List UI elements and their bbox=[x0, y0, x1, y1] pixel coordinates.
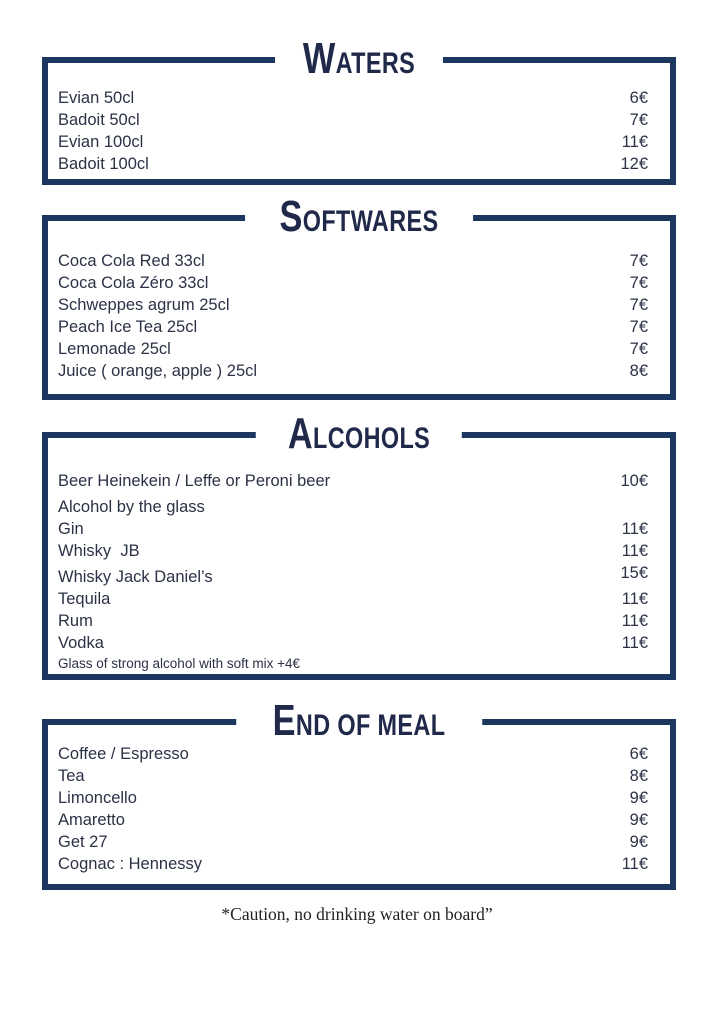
menu-item-row bbox=[58, 518, 648, 540]
menu-subheader-row bbox=[58, 496, 648, 518]
menu-item-row bbox=[58, 540, 648, 562]
item-name: Alcohol by the glass bbox=[58, 498, 205, 516]
item-price: 11€ bbox=[621, 634, 648, 652]
menu-section-alcohols bbox=[42, 409, 676, 680]
item-price: 11€ bbox=[621, 542, 648, 560]
item-price: 7€ bbox=[629, 274, 648, 292]
menu-item-row bbox=[58, 566, 648, 588]
title-initial-letter: E bbox=[272, 696, 296, 745]
menu-item-row bbox=[58, 87, 648, 109]
menu-item-row bbox=[58, 787, 648, 809]
menu-section-softwares bbox=[42, 192, 676, 400]
item-name: Evian 100cl bbox=[58, 133, 144, 151]
item-name: Badoit 50cl bbox=[58, 111, 140, 129]
item-name: Get 27 bbox=[58, 833, 108, 851]
item-name: Whisky Jack Daniel’s bbox=[58, 568, 213, 586]
menu-item-row bbox=[58, 272, 648, 294]
section-title-waters bbox=[275, 34, 443, 83]
item-price: 8€ bbox=[629, 362, 648, 380]
menu-item-row bbox=[58, 131, 648, 153]
footer-note: *Caution, no drinking water on board” bbox=[221, 904, 493, 924]
menu-item-row bbox=[58, 610, 648, 632]
menu-section-waters bbox=[42, 34, 676, 185]
item-name: Coffee / Espresso bbox=[58, 745, 189, 763]
menu-item-row bbox=[58, 765, 648, 787]
item-price: 12€ bbox=[620, 155, 648, 173]
menu-item-row bbox=[58, 470, 648, 492]
item-price: 7€ bbox=[629, 318, 648, 336]
title-initial-letter: W bbox=[302, 34, 336, 83]
item-name: Tea bbox=[58, 767, 85, 785]
item-price: 15€ bbox=[620, 564, 648, 582]
section-title-softwares bbox=[245, 192, 473, 241]
menu-note-row bbox=[58, 654, 648, 673]
menu-items-list bbox=[48, 725, 670, 884]
item-price: 7€ bbox=[629, 296, 648, 314]
menu-item-row bbox=[58, 809, 648, 831]
title-rest: ND OF MEAL bbox=[295, 709, 446, 742]
item-name: Gin bbox=[58, 520, 84, 538]
item-price: 6€ bbox=[629, 745, 648, 763]
menu-item-row bbox=[58, 338, 648, 360]
menu-items-list bbox=[48, 221, 670, 394]
item-name: Peach Ice Tea 25cl bbox=[58, 318, 198, 336]
item-name: Coca Cola Zéro 33cl bbox=[58, 274, 209, 292]
item-price: 7€ bbox=[629, 111, 648, 129]
item-name: Schweppes agrum 25cl bbox=[58, 296, 230, 314]
item-name: Cognac : Hennessy bbox=[58, 855, 202, 873]
section-title-text bbox=[279, 192, 439, 241]
menu-item-row bbox=[58, 831, 648, 853]
item-name: Limoncello bbox=[58, 789, 137, 807]
item-price: 7€ bbox=[629, 340, 648, 358]
item-price: 6€ bbox=[629, 89, 648, 107]
item-price: 10€ bbox=[620, 472, 648, 490]
item-name: Lemonade 25cl bbox=[58, 340, 171, 358]
menu-item-row bbox=[58, 743, 648, 765]
section-title-text bbox=[287, 409, 431, 458]
section-title-end-of-meal bbox=[236, 696, 482, 745]
item-price: 7€ bbox=[629, 252, 648, 270]
section-title-text bbox=[272, 696, 446, 745]
menu-item-row bbox=[58, 632, 648, 654]
item-name: Rum bbox=[58, 612, 93, 630]
item-name: Vodka bbox=[58, 634, 104, 652]
menu-item-row bbox=[58, 250, 648, 272]
item-name: Coca Cola Red 33cl bbox=[58, 252, 205, 270]
menu-section-end-of-meal bbox=[42, 696, 676, 890]
item-price: 8€ bbox=[629, 767, 648, 785]
menu-items-list bbox=[48, 438, 670, 674]
menu-item-row bbox=[58, 853, 648, 875]
item-name: Amaretto bbox=[58, 811, 125, 829]
section-title-text bbox=[302, 34, 416, 83]
item-name: Whisky JB bbox=[58, 542, 140, 560]
title-rest: ATERS bbox=[335, 47, 416, 80]
item-price: 11€ bbox=[621, 612, 648, 630]
item-price: 11€ bbox=[621, 520, 648, 538]
item-name: Badoit 100cl bbox=[58, 155, 149, 173]
item-name: Tequila bbox=[58, 590, 111, 608]
item-price: 11€ bbox=[621, 590, 648, 608]
menu-item-row bbox=[58, 294, 648, 316]
title-initial-letter: S bbox=[279, 192, 303, 241]
item-name: Beer Heinekein / Leffe or Peroni beer bbox=[58, 472, 331, 490]
menu-item-row bbox=[58, 109, 648, 131]
menu-item-row bbox=[58, 588, 648, 610]
menu-item-row bbox=[58, 153, 648, 175]
item-name: Glass of strong alcohol with soft mix +4€ bbox=[58, 656, 300, 671]
title-initial-letter: A bbox=[287, 409, 314, 458]
item-price: 9€ bbox=[629, 833, 648, 851]
section-title-alcohols bbox=[256, 409, 462, 458]
item-price: 11€ bbox=[621, 855, 648, 873]
item-name: Evian 50cl bbox=[58, 89, 135, 107]
menu-item-row bbox=[58, 316, 648, 338]
title-rest: OFTWARES bbox=[302, 205, 439, 238]
item-price: 9€ bbox=[629, 811, 648, 829]
menu-item-row bbox=[58, 360, 648, 382]
title-rest: LCOHOLS bbox=[313, 422, 431, 455]
item-price: 11€ bbox=[621, 133, 648, 151]
item-name: Juice ( orange, apple ) 25cl bbox=[58, 362, 258, 380]
item-price: 9€ bbox=[629, 789, 648, 807]
